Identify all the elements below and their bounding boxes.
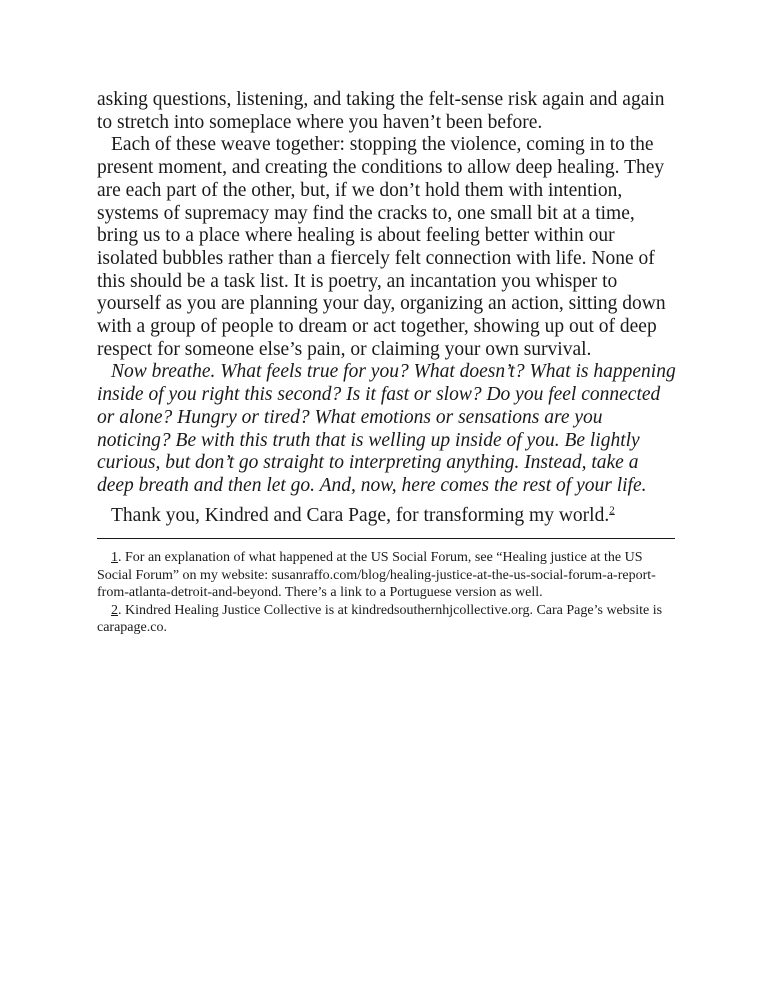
document-page [97,89,677,637]
thanks-paragraph [97,505,677,528]
body-paragraph: Each of these weave together: stopping the violence, coming in to the present moment, and creating the conditions to allow deep healing. They are each part of the other, but, if we don’t hold them with intention, systems of supremacy may find the cracks to, one small bit at a time, bring us to a place where healing is about feeling better within our isolated bubbles rather than a fiercely felt connection with life. None of this should be a task list. It is poetry, an incantation you whisper to yourself as you are planning your day, organizing an action, sitting down with a group of people to dream or act together, showing up out of deep respect for someone else’s pain, or claiming your own survival. [97,134,666,360]
footnote-ref-2[interactable]: 2 [609,504,615,517]
thanks-text: Thank you, Kindred and Cara Page, for transforming my world. [111,504,610,526]
footnote-number[interactable]: 1 [111,550,118,566]
footnote-text: . For an explanation of what happened at the US Social Forum, see “Healing justice at the US Social Forum” on my website: susanraffo.com/blog/healing-justice-at-the-us-social-forum-a-report-from-atlanta-detroit-and-beyond. There’s a link to a Portuguese version as well. [97,550,656,601]
footnote-divider [97,538,675,539]
footnote-2 [97,602,677,637]
body-paragraph-continued: asking questions, listening, and taking the felt-sense risk again and again to stretch into someplace where you haven’t been before. [97,89,665,133]
body-paragraph-italic: Now breathe. What feels true for you? What doesn’t? What is happening inside of you right this second? Is it fast or slow? Do you feel connected or alone? Hungry or tired? What emotions or sensations are you noticing? Be with this truth that is welling up inside of you. Be lightly curious, but don’t go straight to interpreting anything. Instead, take a deep breath and then let go. And, now, here comes the rest of your life. [97,361,676,496]
footnote-number[interactable]: 2 [111,602,118,618]
footnote-1 [97,549,677,602]
footnote-text: . Kindred Healing Justice Collective is at kindredsouthernhjcollective.org. Cara Page’s website is carapage.co. [97,602,663,636]
